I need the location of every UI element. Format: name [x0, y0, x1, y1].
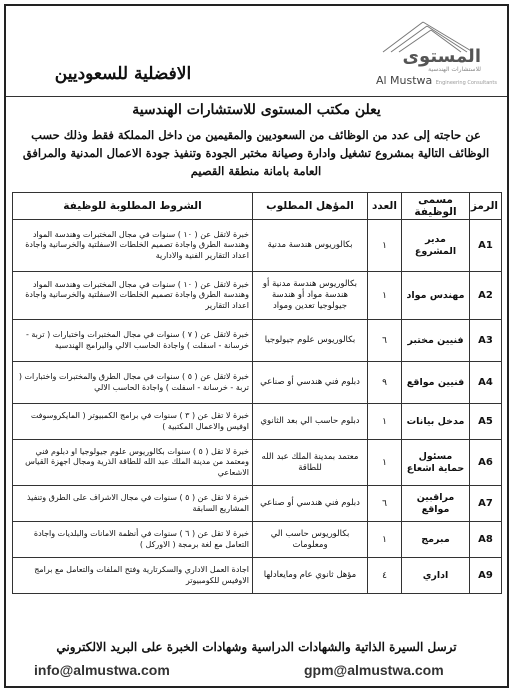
- table-row: [13, 440, 502, 486]
- row-qualification: دبلوم فني هندسي أو صناعي: [253, 362, 368, 404]
- row-count: ٤: [368, 558, 402, 594]
- header-qualification: المؤهل المطلوب: [253, 193, 368, 220]
- row-title: مراقبين مواقع: [402, 486, 470, 522]
- announcement-intro: عن حاجته إلى عدد من الوظائف من السعوديين والمقيمين من داخل المملكة فقط وذلك حسب الوظائف التالية بمشروع تشغيل وادارة وصيانة مختبر الجودة وتنفيذ جودة الاعمال المدنية والمرافق العامة بامانة منطقة القصيم: [22, 128, 490, 178]
- row-conditions: خبرة لا تقل عن ( ٦ ) سنوات في أنظمة الامانات والبلديات واجادة التعامل مع لغة برمجة ( الاوركل ): [13, 522, 253, 558]
- row-code: A2: [470, 272, 502, 320]
- jobs-table: [12, 192, 502, 594]
- row-conditions: خبرة لاتقل عن ( ١٠ ) سنوات في مجال المختبرات وهندسة المواد وهندسة الطرق واجادة تصميم الخلطات الاسفلتية والخرسانية واجادة اعداد التقارير: [13, 272, 253, 320]
- table-header-row: [13, 193, 502, 220]
- header-count: العدد: [368, 193, 402, 220]
- row-qualification: مؤهل ثانوي عام ومايعادلها: [253, 558, 368, 594]
- logo-arabic-name: المستوى: [402, 46, 481, 67]
- row-qualification: دبلوم حاسب الي بعد الثانوي: [253, 404, 368, 440]
- advertisement-frame: [4, 4, 509, 688]
- row-count: ١: [368, 404, 402, 440]
- logo-latin-subtitle: Engineering Consultants: [435, 80, 497, 86]
- row-title: فنيين مواقع: [402, 362, 470, 404]
- row-title: مبرمج: [402, 522, 470, 558]
- table-row: [13, 220, 502, 272]
- row-qualification: بكالوريوس هندسة مدنية أو هندسة مواد أو هندسة جيولوجيا تعدين ومواد: [253, 272, 368, 320]
- row-code: A8: [470, 522, 502, 558]
- email-gpm-link[interactable]: gpm@almustwa.com: [304, 662, 444, 678]
- row-count: ١: [368, 522, 402, 558]
- row-code: A6: [470, 440, 502, 486]
- logo-arabic-subtitle: للاستشارات الهندسية: [428, 66, 481, 73]
- row-code: A3: [470, 320, 502, 362]
- row-title: مدير المشروع: [402, 220, 470, 272]
- row-conditions: خبرة لا تقل عن ( ٣ ) سنوات في برامج الكمبيوتر ( المايكروسوفت اوفيس والاعمال المكتبية ): [13, 404, 253, 440]
- row-code: A7: [470, 486, 502, 522]
- logo-latin-title: Al Mustwa: [375, 74, 433, 87]
- row-count: ١: [368, 272, 402, 320]
- row-qualification: بكالوريوس حاسب الي ومعلومات: [253, 522, 368, 558]
- announcement-title: يعلن مكتب المستوى للاستشارات الهندسية: [132, 102, 381, 118]
- header-title: مسمى الوظيفة: [402, 193, 470, 220]
- row-count: ٩: [368, 362, 402, 404]
- logo-latin-name: [376, 74, 497, 87]
- row-qualification: بكالوريوس علوم جيولوجيا: [253, 320, 368, 362]
- row-qualification: بكالوريوس هندسة مدنية: [253, 220, 368, 272]
- table-row: [13, 558, 502, 594]
- header: [6, 6, 507, 97]
- row-qualification: معتمد بمدينة الملك عبد الله للطاقة: [253, 440, 368, 486]
- row-code: A5: [470, 404, 502, 440]
- header-code: الرمز: [470, 193, 502, 220]
- row-qualification: دبلوم فني هندسي أو صناعي: [253, 486, 368, 522]
- row-conditions: خبرة لا تقل عن ( ٥ ) سنوات في مجال الاشراف على الطرق وتنفيذ المشاريع السابقة: [13, 486, 253, 522]
- row-conditions: اجادة العمل الاداري والسكرتارية وفتح الملفات والتعامل مع برامج الاوفيس للكومبيوتر: [13, 558, 253, 594]
- row-conditions: خبرة لاتقل عن ( ٥ ) سنوات في مجال الطرق والمختبرات واختبارات ( تربة - خرسانة - اسفلت ) واجادة الحاسب الالي: [13, 362, 253, 404]
- row-count: ١: [368, 440, 402, 486]
- row-count: ٦: [368, 320, 402, 362]
- row-code: A9: [470, 558, 502, 594]
- saudi-preference-note: الافضلية للسعوديين: [54, 64, 192, 84]
- header-conditions: الشروط المطلوبة للوظيفة: [13, 193, 253, 220]
- row-conditions: خبرة لاتقل عن ( ١٠ ) سنوات في مجال المختبرات وهندسة المواد وهندسة الطرق واجادة تصميم الخلطات الاسفلتية والخرسانية واجادة اعداد التقارير الفنية والادارية: [13, 220, 253, 272]
- row-title: اداري: [402, 558, 470, 594]
- row-title: مسئول حماية اشعاع: [402, 440, 470, 486]
- row-code: A4: [470, 362, 502, 404]
- table-row: [13, 320, 502, 362]
- row-code: A1: [470, 220, 502, 272]
- row-title: مدخل بيانات: [402, 404, 470, 440]
- row-conditions: خبرة لا تقل ( ٥ ) سنوات بكالوريوس علوم جيولوجيا او دبلوم فني ومعتمد من مدينة الملك عبد الله للطاقة الذرية ومجال اجهزة القياس الاشعاعي: [13, 440, 253, 486]
- table-row: [13, 272, 502, 320]
- row-conditions: خبرة لاتقل عن ( ٧ ) سنوات في مجال المختبرات واختبارات ( تربة - خرسانة - اسفلت ) واجادة الحاسب الالي والبرامج الهندسية: [13, 320, 253, 362]
- send-instructions: ترسل السيرة الذاتية والشهادات الدراسية وشهادات الخبرة على البريد الالكتروني: [56, 640, 457, 654]
- row-title: مهندس مواد: [402, 272, 470, 320]
- row-count: ١: [368, 220, 402, 272]
- table-row: [13, 522, 502, 558]
- table-row: [13, 362, 502, 404]
- email-info-link[interactable]: info@almustwa.com: [34, 662, 170, 678]
- table-row: [13, 404, 502, 440]
- row-title: فنيين مختبر: [402, 320, 470, 362]
- row-count: ٦: [368, 486, 402, 522]
- table-row: [13, 486, 502, 522]
